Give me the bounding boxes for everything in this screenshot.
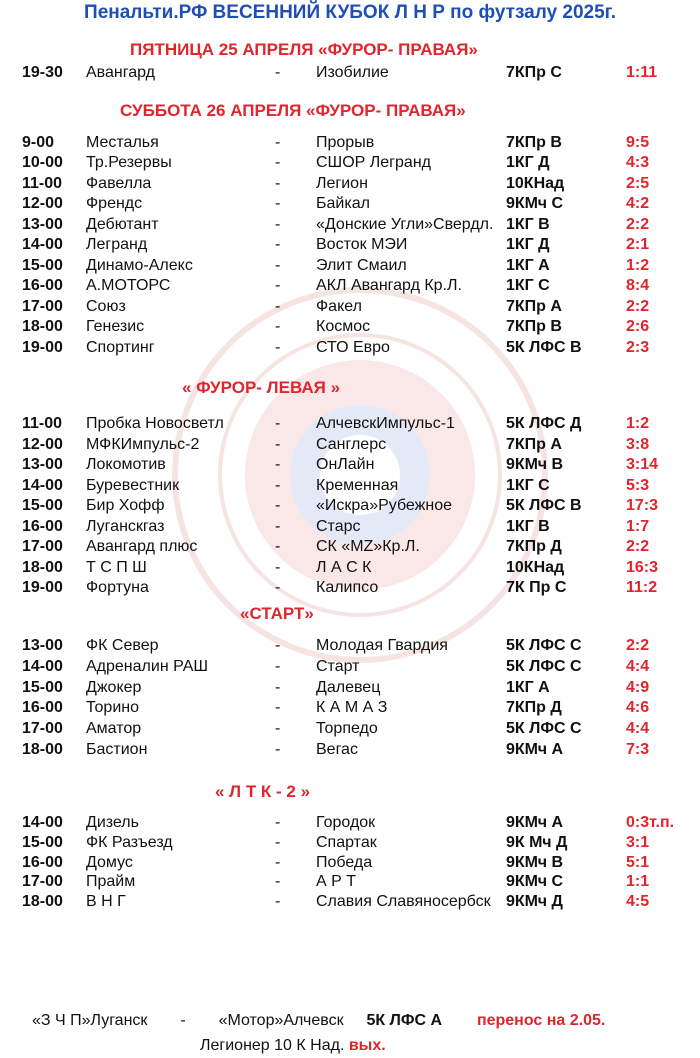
match-dash: - (275, 435, 281, 453)
match-time: 14-00 (22, 657, 63, 675)
match-score: 7:3 (626, 741, 650, 758)
match-time: 19-00 (22, 579, 63, 596)
match-dash: - (275, 277, 281, 295)
match-dash: - (275, 195, 281, 213)
match-category: 5К ЛФС С (506, 657, 582, 675)
home-team: Т С П Ш (86, 558, 147, 576)
away-team: СШОР Легранд (316, 154, 431, 172)
match-dash: - (275, 741, 281, 758)
match-score: 2:2 (626, 215, 650, 233)
match-category: 1КГ В (506, 215, 550, 233)
away-team: Вегас (316, 741, 358, 758)
footer-home-team: «З Ч П»Луганск (32, 1012, 148, 1029)
match-time: 17-00 (22, 297, 63, 315)
match-row (0, 236, 700, 256)
match-category: 5К ЛФС В (506, 497, 582, 514)
match-dash: - (275, 154, 281, 172)
home-team: ФК Разъезд (86, 833, 173, 851)
match-category: 9КМч С (506, 195, 564, 213)
match-dash: - (275, 517, 281, 535)
match-category: 5К ЛФС Д (506, 415, 582, 432)
away-team: К А М А З (316, 699, 388, 717)
match-dash: - (275, 134, 281, 151)
match-score: 1:1 (626, 873, 650, 891)
away-team: СК «MZ»Кр.Л. (316, 538, 420, 555)
match-row (0, 741, 700, 761)
section-heading: ПЯТНИЦА 25 АПРЕЛЯ «ФУРОР- ПРАВАЯ» (130, 40, 478, 59)
postponed-match (32, 1012, 605, 1030)
match-category: 10КНад (506, 174, 565, 192)
match-category: 7КПр Д (506, 538, 562, 555)
home-team: ФК Север (86, 637, 159, 654)
match-category: 1КГ А (506, 256, 550, 274)
match-category: 1КГ А (506, 678, 550, 696)
match-score: 16:3 (626, 558, 659, 576)
match-dash: - (275, 720, 281, 738)
home-team: Динамо-Алекс (86, 256, 193, 274)
match-time: 12-00 (22, 195, 63, 213)
home-team: Пробка Новосветл (86, 415, 224, 432)
match-row (0, 559, 700, 579)
match-score: 4:2 (626, 195, 650, 213)
match-category: 9КМч А (506, 814, 564, 831)
match-time: 14-00 (22, 476, 63, 494)
match-category: 1КГ В (506, 517, 550, 535)
away-team: Городок (316, 814, 376, 831)
match-dash: - (275, 456, 281, 473)
footer-away-team: «Мотор»Алчевск (218, 1012, 344, 1029)
match-time: 16-00 (22, 699, 63, 717)
match-row (0, 436, 700, 456)
match-row (0, 257, 700, 277)
section-heading: «СТАРТ» (240, 604, 314, 623)
away-team: Изобилие (316, 64, 389, 81)
home-team: Фортуна (86, 579, 149, 596)
away-team: А Р Т (316, 873, 357, 891)
match-row (0, 154, 700, 174)
match-category: 7КПр Д (506, 699, 562, 717)
match-category: 9КМч А (506, 741, 564, 758)
match-row (0, 339, 700, 359)
match-score: 5:3 (626, 476, 650, 494)
away-team: Космос (316, 318, 371, 336)
match-time: 12-00 (22, 435, 63, 453)
match-row (0, 497, 700, 517)
match-time: 13-00 (22, 456, 63, 473)
match-row (0, 720, 700, 740)
match-dash: - (275, 476, 281, 494)
away-team: ОнЛайн (316, 456, 375, 473)
match-category: 9КМч В (506, 853, 564, 871)
match-category: 7КПр С (506, 64, 562, 81)
match-category: 7КПр В (506, 134, 562, 151)
match-row (0, 679, 700, 699)
match-row (0, 456, 700, 476)
match-score: 17:3 (626, 497, 659, 514)
match-score: 2:2 (626, 538, 650, 555)
footer-category: 5К ЛФС А (366, 1012, 443, 1029)
away-team: Победа (316, 853, 373, 871)
away-team: «Донские Угли»Свердл. (316, 215, 494, 233)
match-score: 1:2 (626, 256, 650, 274)
home-team: Домус (86, 853, 133, 871)
match-time: 18-00 (22, 318, 63, 336)
match-category: 5К ЛФС В (506, 338, 582, 356)
home-team: Авангард плюс (86, 538, 198, 555)
match-dash: - (275, 814, 281, 831)
match-time: 15-00 (22, 833, 63, 851)
away-team: Л А С К (316, 558, 372, 576)
match-dash: - (275, 297, 281, 315)
match-dash: - (275, 64, 281, 81)
home-team: МФКИмпульс-2 (86, 435, 200, 453)
footer-dash: - (180, 1012, 186, 1029)
match-row (0, 64, 700, 84)
away-team: Санглерс (316, 435, 387, 453)
match-score: 9:5 (626, 134, 650, 151)
match-time: 14-00 (22, 814, 63, 831)
away-team: Прорыв (316, 134, 375, 151)
match-category: 1КГ С (506, 277, 550, 295)
match-score: 0:3т.п. (626, 814, 675, 831)
away-team: Молодая Гвардия (316, 637, 448, 654)
bye-line (200, 1037, 386, 1055)
bye-status: вых. (348, 1037, 386, 1054)
home-team: Спортинг (86, 338, 155, 356)
match-score: 4:3 (626, 154, 650, 172)
match-time: 16-00 (22, 853, 63, 871)
match-score: 1:7 (626, 517, 650, 535)
away-team: Кременная (316, 476, 399, 494)
match-time: 15-00 (22, 678, 63, 696)
home-team: Легранд (86, 236, 148, 254)
match-row (0, 175, 700, 195)
away-team: Старт (316, 657, 360, 675)
away-team: Торпедо (316, 720, 378, 738)
match-category: 7КПр А (506, 435, 562, 453)
match-row (0, 134, 700, 154)
match-score: 4:4 (626, 720, 650, 738)
match-score: 2:5 (626, 174, 650, 192)
match-score: 2:6 (626, 318, 650, 336)
match-row (0, 518, 700, 538)
match-time: 13-00 (22, 637, 63, 654)
match-time: 19-00 (22, 338, 63, 356)
section-heading: « ФУРОР- ЛЕВАЯ » (182, 378, 341, 397)
match-score: 2:3 (626, 338, 650, 356)
match-row (0, 854, 700, 874)
home-team: Союз (86, 297, 126, 315)
match-dash: - (275, 637, 281, 654)
section-heading: « Л Т К - 2 » (215, 782, 311, 801)
match-score: 3:14 (626, 456, 659, 473)
match-time: 15-00 (22, 256, 63, 274)
match-score: 4:6 (626, 699, 650, 717)
away-team: Далевец (316, 678, 381, 696)
home-team: Бастион (86, 741, 148, 758)
match-dash: - (275, 558, 281, 576)
match-score: 5:1 (626, 853, 650, 871)
match-time: 16-00 (22, 517, 63, 535)
home-team: Адреналин РАШ (86, 657, 209, 675)
away-team: Старс (316, 517, 361, 535)
match-category: 1КГ С (506, 476, 550, 494)
away-team: СТО Евро (316, 338, 390, 356)
home-team: В Н Г (86, 893, 126, 911)
match-score: 2:2 (626, 637, 650, 654)
page-title: Пенальти.РФ ВЕСЕННИЙ КУБОК Л Н Р по футзалу 2025г. (84, 2, 616, 23)
match-time: 18-00 (22, 558, 63, 576)
match-category: 7КПр А (506, 297, 562, 315)
match-category: 9КМч С (506, 873, 564, 891)
match-score: 1:11 (626, 64, 658, 81)
home-team: Дизель (86, 814, 139, 831)
match-time: 13-00 (22, 215, 63, 233)
match-row (0, 834, 700, 854)
match-row (0, 699, 700, 719)
match-time: 17-00 (22, 720, 63, 738)
home-team: Фавелла (86, 174, 152, 192)
match-time: 10-00 (22, 154, 63, 172)
match-time: 14-00 (22, 236, 63, 254)
match-category: 9КМч Д (506, 893, 563, 911)
section-heading: СУББОТА 26 АПРЕЛЯ «ФУРОР- ПРАВАЯ» (120, 101, 466, 120)
match-category: 9КМч В (506, 456, 564, 473)
home-team: Френдс (86, 195, 143, 213)
match-row (0, 195, 700, 215)
match-dash: - (275, 893, 281, 911)
match-score: 2:2 (626, 297, 650, 315)
home-team: А.МОТОРС (86, 277, 171, 295)
match-score: 2:1 (626, 236, 650, 254)
match-dash: - (275, 833, 281, 851)
match-dash: - (275, 415, 281, 432)
away-team: АлчевскИмпульс-1 (316, 415, 455, 432)
match-row (0, 415, 700, 435)
away-team: Легион (316, 174, 368, 192)
match-dash: - (275, 678, 281, 696)
match-row (0, 477, 700, 497)
home-team: Авангард (86, 64, 155, 81)
match-dash: - (275, 497, 281, 514)
away-team: АКЛ Авангард Кр.Л. (316, 277, 462, 295)
match-dash: - (275, 873, 281, 891)
match-row (0, 579, 700, 599)
match-dash: - (275, 699, 281, 717)
home-team: Дебютант (86, 215, 159, 233)
away-team: Элит Смаил (316, 256, 407, 274)
bye-team: Легионер 10 К Над. (200, 1037, 345, 1054)
match-row (0, 277, 700, 297)
match-row (0, 873, 700, 893)
home-team: Буревестник (86, 476, 180, 494)
match-dash: - (275, 174, 281, 192)
match-row (0, 658, 700, 678)
match-category: 10КНад (506, 558, 565, 576)
match-score: 11:2 (626, 579, 658, 596)
match-category: 9К Мч Д (506, 833, 568, 851)
match-category: 5К ЛФС С (506, 637, 582, 654)
match-dash: - (275, 853, 281, 871)
match-category: 7КПр В (506, 318, 562, 336)
match-time: 18-00 (22, 741, 63, 758)
match-row (0, 216, 700, 236)
match-category: 5К ЛФС С (506, 720, 582, 738)
match-time: 18-00 (22, 893, 63, 911)
match-score: 8:4 (626, 277, 650, 295)
away-team: Восток МЭИ (316, 236, 408, 254)
match-time: 17-00 (22, 538, 63, 555)
match-time: 17-00 (22, 873, 63, 891)
match-dash: - (275, 657, 281, 675)
away-team: Байкал (316, 195, 370, 213)
match-dash: - (275, 538, 281, 555)
away-team: Спартак (316, 833, 377, 851)
match-time: 15-00 (22, 497, 63, 514)
match-category: 1КГ Д (506, 154, 550, 172)
match-score: 3:1 (626, 833, 650, 851)
match-row (0, 637, 700, 657)
match-score: 1:2 (626, 415, 650, 432)
home-team: Джокер (86, 678, 142, 696)
away-team: Факел (316, 297, 362, 315)
match-category: 7К Пр С (506, 579, 567, 596)
match-row (0, 298, 700, 318)
match-score: 4:4 (626, 657, 650, 675)
match-time: 19-30 (22, 64, 63, 81)
match-time: 16-00 (22, 277, 63, 295)
match-row (0, 318, 700, 338)
match-dash: - (275, 318, 281, 336)
away-team: Калипсо (316, 579, 379, 596)
match-category: 1КГ Д (506, 236, 550, 254)
match-dash: - (275, 579, 281, 596)
home-team: Луганскгаз (86, 517, 165, 535)
match-dash: - (275, 236, 281, 254)
home-team: Месталья (86, 134, 159, 151)
home-team: Прайм (86, 873, 136, 891)
home-team: Локомотив (86, 456, 166, 473)
match-row (0, 538, 700, 558)
home-team: Торино (86, 699, 139, 717)
match-score: 4:9 (626, 678, 650, 696)
match-row (0, 814, 700, 834)
match-dash: - (275, 215, 281, 233)
home-team: Тр.Резервы (86, 154, 172, 172)
home-team: Аматор (86, 720, 142, 738)
away-team: «Искра»Рубежное (316, 497, 452, 514)
match-score: 3:8 (626, 435, 650, 453)
match-score: 4:5 (626, 893, 650, 911)
match-dash: - (275, 338, 281, 356)
match-dash: - (275, 256, 281, 274)
home-team: Генезис (86, 318, 145, 336)
home-team: Бир Хофф (86, 497, 165, 514)
match-time: 11-00 (22, 174, 63, 192)
match-time: 11-00 (22, 415, 63, 432)
match-row (0, 893, 700, 913)
match-time: 9-00 (22, 134, 55, 151)
away-team: Славия Славяносербск (316, 893, 491, 911)
footer-note: перенос на 2.05. (476, 1012, 606, 1029)
